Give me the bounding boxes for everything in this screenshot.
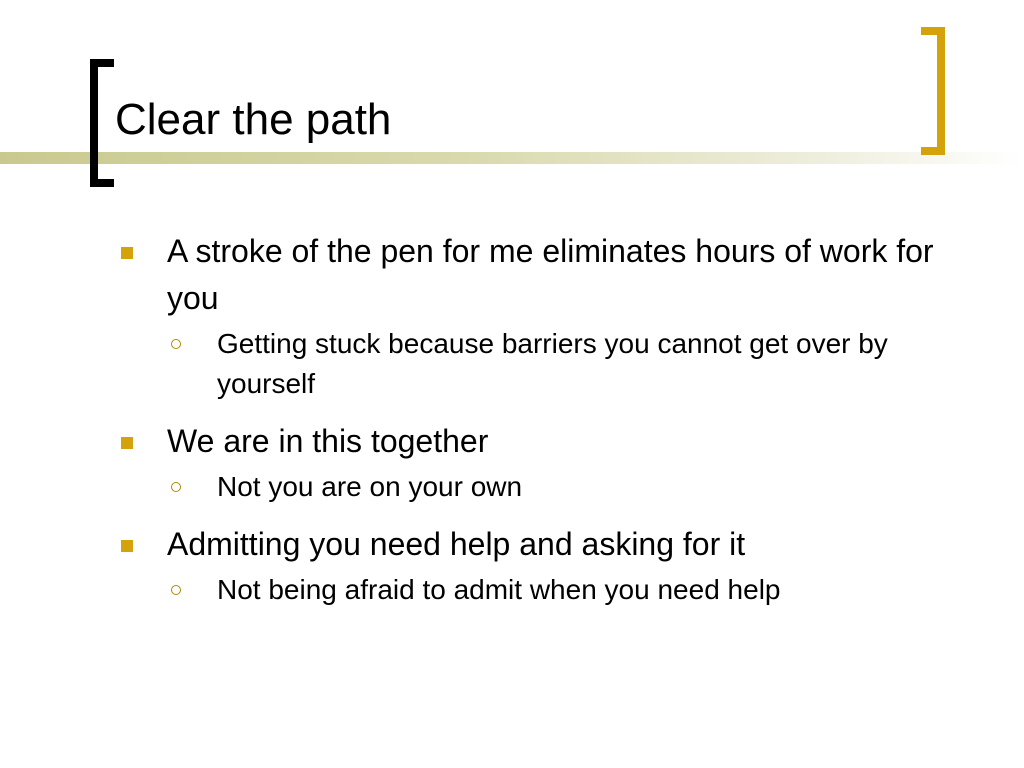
right-bracket-top: [921, 27, 945, 35]
slide-title: Clear the path: [115, 95, 392, 144]
bullet-text: We are in this together: [167, 423, 489, 459]
bullet-list: [110, 228, 950, 610]
bullet-item: [110, 418, 950, 465]
sub-bullet-text: Getting stuck because barriers you cannot get over by yourself: [217, 328, 888, 399]
square-bullet-icon: [121, 437, 133, 449]
left-bracket-bottom: [90, 179, 114, 187]
right-bracket-bar: [937, 27, 945, 155]
square-bullet-icon: [121, 247, 133, 259]
sub-bullet-item: [167, 324, 950, 404]
sub-bullet-item: [167, 467, 950, 507]
title-band: [0, 152, 1024, 164]
circle-bullet-icon: [171, 585, 181, 595]
bullet-item: [110, 521, 950, 568]
sub-bullet-text: Not being afraid to admit when you need help: [217, 574, 781, 605]
bullet-item: [110, 228, 950, 322]
left-bracket-top: [90, 59, 114, 67]
bullet-text: Admitting you need help and asking for it: [167, 526, 746, 562]
sub-bullet-item: [167, 570, 950, 610]
right-bracket-bottom: [921, 147, 945, 155]
square-bullet-icon: [121, 540, 133, 552]
sub-bullet-text: Not you are on your own: [217, 471, 523, 502]
circle-bullet-icon: [171, 482, 181, 492]
bullet-text: A stroke of the pen for me eliminates hours of work for you: [167, 233, 934, 316]
left-bracket-bar: [90, 59, 98, 187]
circle-bullet-icon: [171, 339, 181, 349]
